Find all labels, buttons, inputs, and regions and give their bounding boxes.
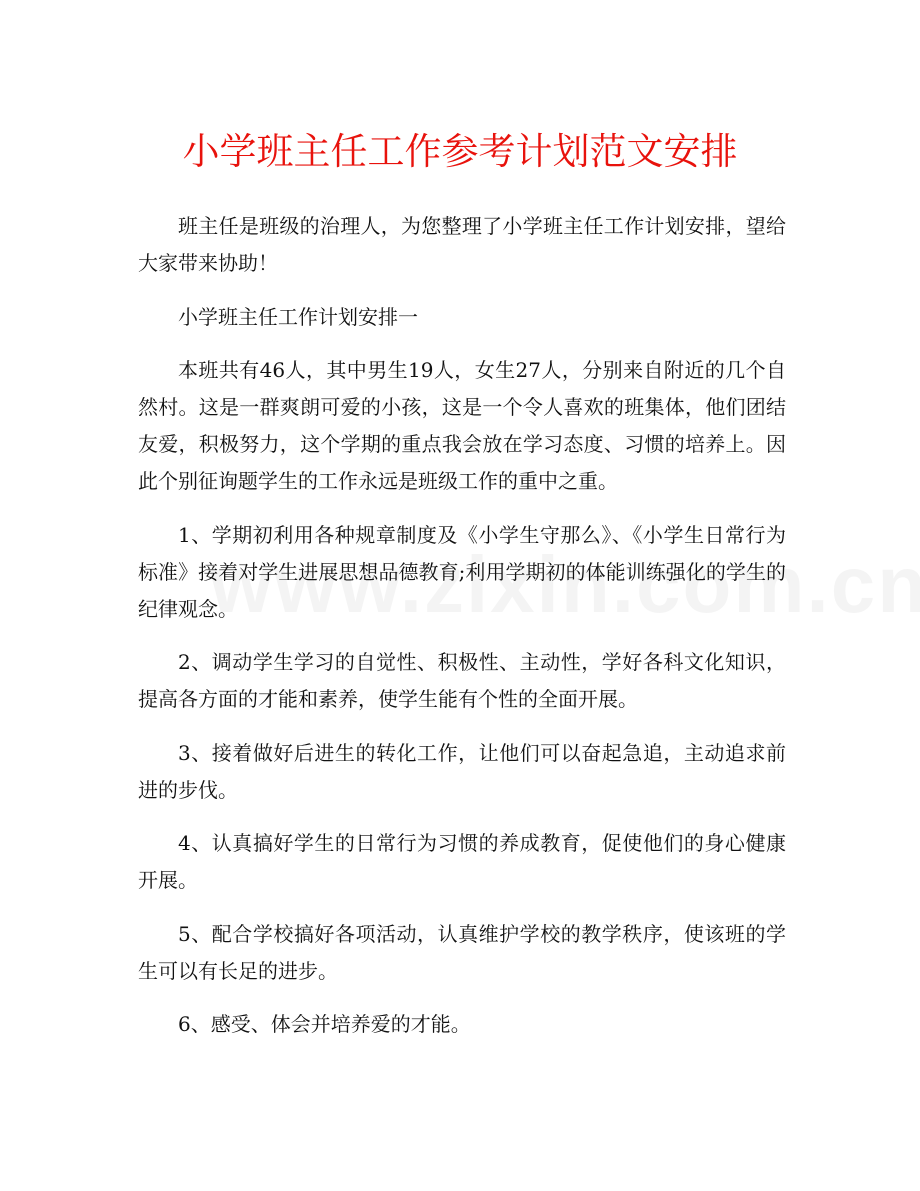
paragraph-intro: 班主任是班级的治理人，为您整理了小学班主任工作计划安排，望给大家带来协助！: [138, 214, 786, 275]
list-item-6: 6、感受、体会并培养爱的才能。: [178, 1012, 471, 1036]
section-heading: 小学班主任工作计划安排一: [178, 304, 418, 329]
document-body: [138, 208, 786, 1060]
list-item-1: 1、学期初利用各种规章制度及《小学生守那么》、《小学生日常行为标准》接着对学生进展思想品德教育;利用学期初的体能训练强化的学生的纪律观念。: [138, 522, 786, 621]
list-item-2: 2、调动学生学习的自觉性、积极性、主动性，学好各科文化知识，提高各方面的才能和素养，使学生能有个性的全面开展。: [138, 650, 786, 711]
list-item-4: 4、认真搞好学生的日常行为习惯的养成教育，促使他们的身心健康开展。: [138, 831, 786, 892]
list-item-5: 5、配合学校搞好各项活动，认真维护学校的教学秩序，使该班的学生可以有长足的进步。: [138, 921, 786, 983]
list-item-3: 3、接着做好后进生的转化工作，让他们可以奋起急追，主动追求前进的步伐。: [138, 740, 786, 802]
paragraph-class-overview: 本班共有46人，其中男生19人，女生27人，分别来自附近的几个自然村。这是一群爽朗可爱的小孩，这是一个令人喜欢的班集体，他们团结友爱，积极努力，这个学期的重点我会放在学习态度、习惯的培养上。因此个别征询题学生的工作永远是班级工作的重中之重。: [138, 358, 786, 493]
document-title: 小学班主任工作参考计划范文安排: [182, 130, 738, 173]
